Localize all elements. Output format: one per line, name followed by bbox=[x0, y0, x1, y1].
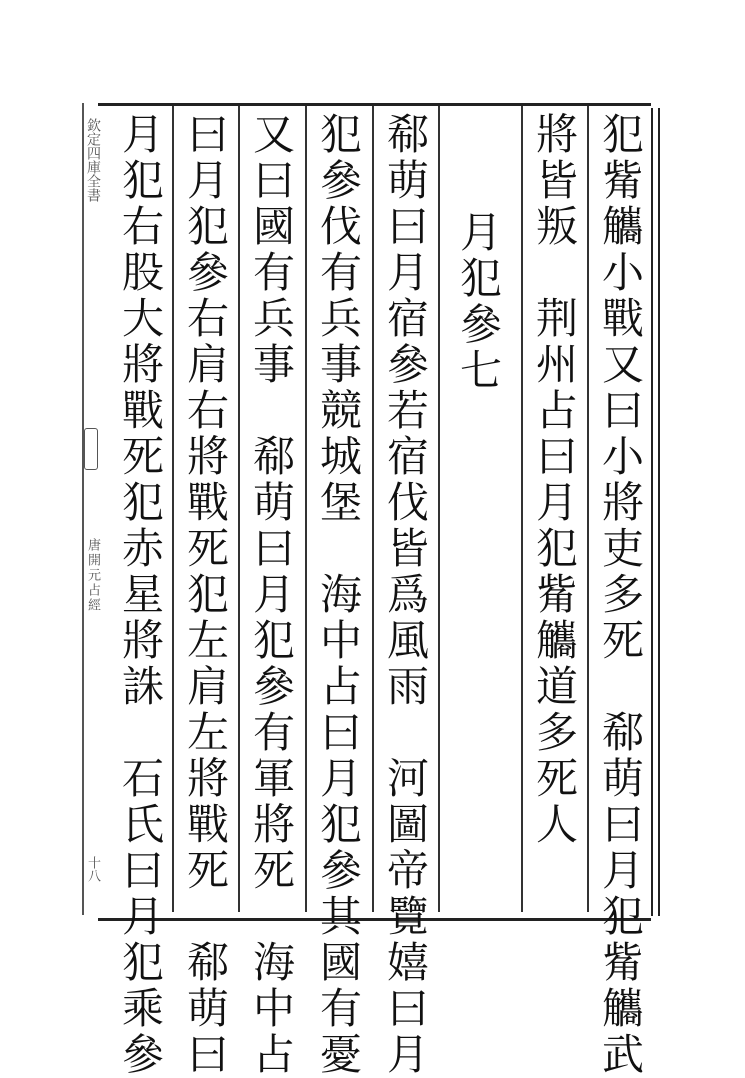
column-divider bbox=[372, 106, 374, 912]
column-divider bbox=[238, 106, 240, 912]
text-column-1: 犯觜觿小戰又曰小將吏多死 郗萌曰月犯觜觿武 bbox=[596, 112, 645, 1078]
fold-strip bbox=[84, 108, 101, 916]
fold-book-title: 唐開元占經 bbox=[85, 538, 100, 613]
text-column-7: 月犯右股大將戰死犯赤星將誅 石氏曰月犯乘參 bbox=[116, 112, 165, 1078]
text-column-2: 將皆叛 荆州占曰月犯觜觿道多死人 bbox=[530, 112, 579, 848]
fold-page-number: 十八 bbox=[85, 856, 100, 882]
column-divider bbox=[438, 106, 440, 912]
column-divider bbox=[587, 106, 589, 912]
text-column-6: 曰月犯參右肩右將戰死犯左肩左將戰死 郗萌曰 bbox=[181, 112, 230, 1078]
text-column-5: 又曰國有兵事 郗萌曰月犯參有軍將死 海中占 bbox=[247, 112, 296, 1078]
text-column-4: 犯參伐有兵事競城堡 海中占曰月犯參其國有憂 bbox=[314, 112, 363, 1078]
column-divider bbox=[521, 106, 523, 912]
column-divider bbox=[305, 106, 307, 912]
fishtail-mark-icon bbox=[84, 428, 98, 470]
column-divider bbox=[172, 106, 174, 912]
right-border bbox=[651, 108, 660, 916]
section-heading: 月犯參七 bbox=[454, 210, 503, 394]
fold-title: 欽定四庫全書 bbox=[85, 118, 101, 202]
text-column-3: 郗萌曰月宿參若宿伐皆爲風雨 河圖帝覽嬉曰月 bbox=[381, 112, 430, 1078]
